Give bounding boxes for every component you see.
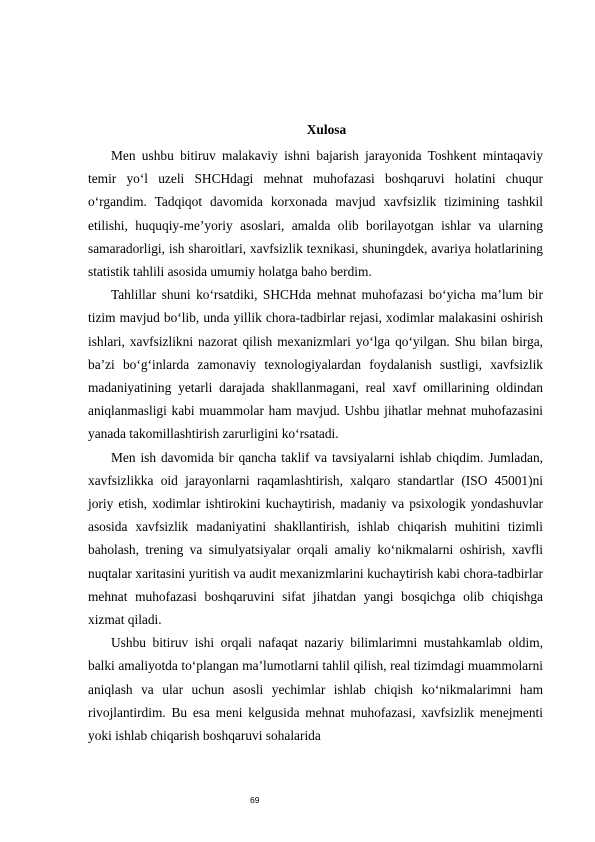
section-title: Xulosa	[306, 122, 347, 137]
paragraph-1: Men ushbu bitiruv malakaviy ishni bajarish jarayonida Toshkent mintaqaviy temir yo‘l uzeli SHCHdagi mehnat muhofazasi boshqaruvi holatini chuqur o‘rgandim. Tadqiqot davomida korxonada mavjud xavfsizlik tizimining tashkil etilishi, huquqiy-me’yoriy asoslari, amalda olib borilayotgan ishlar va ularning samaradorligi, ish sharoitlari, xavfsizlik texnikasi, shuningdek, avariya holatlarining statistik tahlili asosida umumiy holatga baho berdim.	[88, 148, 543, 280]
page-number: 69	[250, 795, 260, 805]
paragraph-4: Ushbu bitiruv ishi orqali nafaqat nazariy bilimlarimni mustahkamlab oldim, balki amaliyotda to‘plangan ma’lumotlarni tahlil qilish, real tizimdagi muammolarni aniqlash va ular uchun asosli yechimlar ishlab chiqish ko‘nikmalarimni ham rivojlantirdim. Bu esa meni kelgusida mehnat muhofazasi, xavfsizlik menejmenti yoki ishlab chiqarish boshqaruvi sohalarida	[88, 635, 543, 744]
paragraph-2: Tahlillar shuni ko‘rsatdiki, SHCHda mehnat muhofazasi bo‘yicha ma’lum bir tizim mavjud bo‘lib, unda yillik chora-tadbirlar rejasi, xodimlar malakasini oshirish ishlari, xavfsizlikni nazorat qilish mexanizmlari yo‘lga qo‘yilgan. Shu bilan birga, ba’zi bo‘g‘inlarda zamonaviy texnologiyalardan foydalanish sustligi, xavfsizlik madaniyatining yetarli darajada shakllanmagani, real xavf omillarining oldindan aniqlanmasligi kabi muammolar ham mavjud. Ushbu jihatlar mehnat muhofazasini yanada takomillashtirish zarurligini ko‘rsatadi.	[88, 287, 543, 442]
body-text	[88, 144, 543, 747]
paragraph-3: Men ish davomida bir qancha taklif va tavsiyalarni ishlab chiqdim. Jumladan, xavfsizlikka oid jarayonlarni raqamlashtirish, xalqaro standartlar (ISO 45001)ni joriy etish, xodimlar ishtirokini kuchaytirish, madaniy va psixologik yondashuvlar asosida xavfsizlik madaniyatini shakllantirish, ishlab chiqarish muhitini tizimli baholash, trening va simulyatsiyalar orqali amaliy ko‘nikmalarni oshirish, xavfli nuqtalar xaritasini yuritish va audit mexanizmlarini kuchaytirish kabi chora-tadbirlar mehnat muhofazasi boshqaruvini sifat jihatdan yangi bosqichga olib chiqishga xizmat qiladi.	[88, 449, 543, 628]
